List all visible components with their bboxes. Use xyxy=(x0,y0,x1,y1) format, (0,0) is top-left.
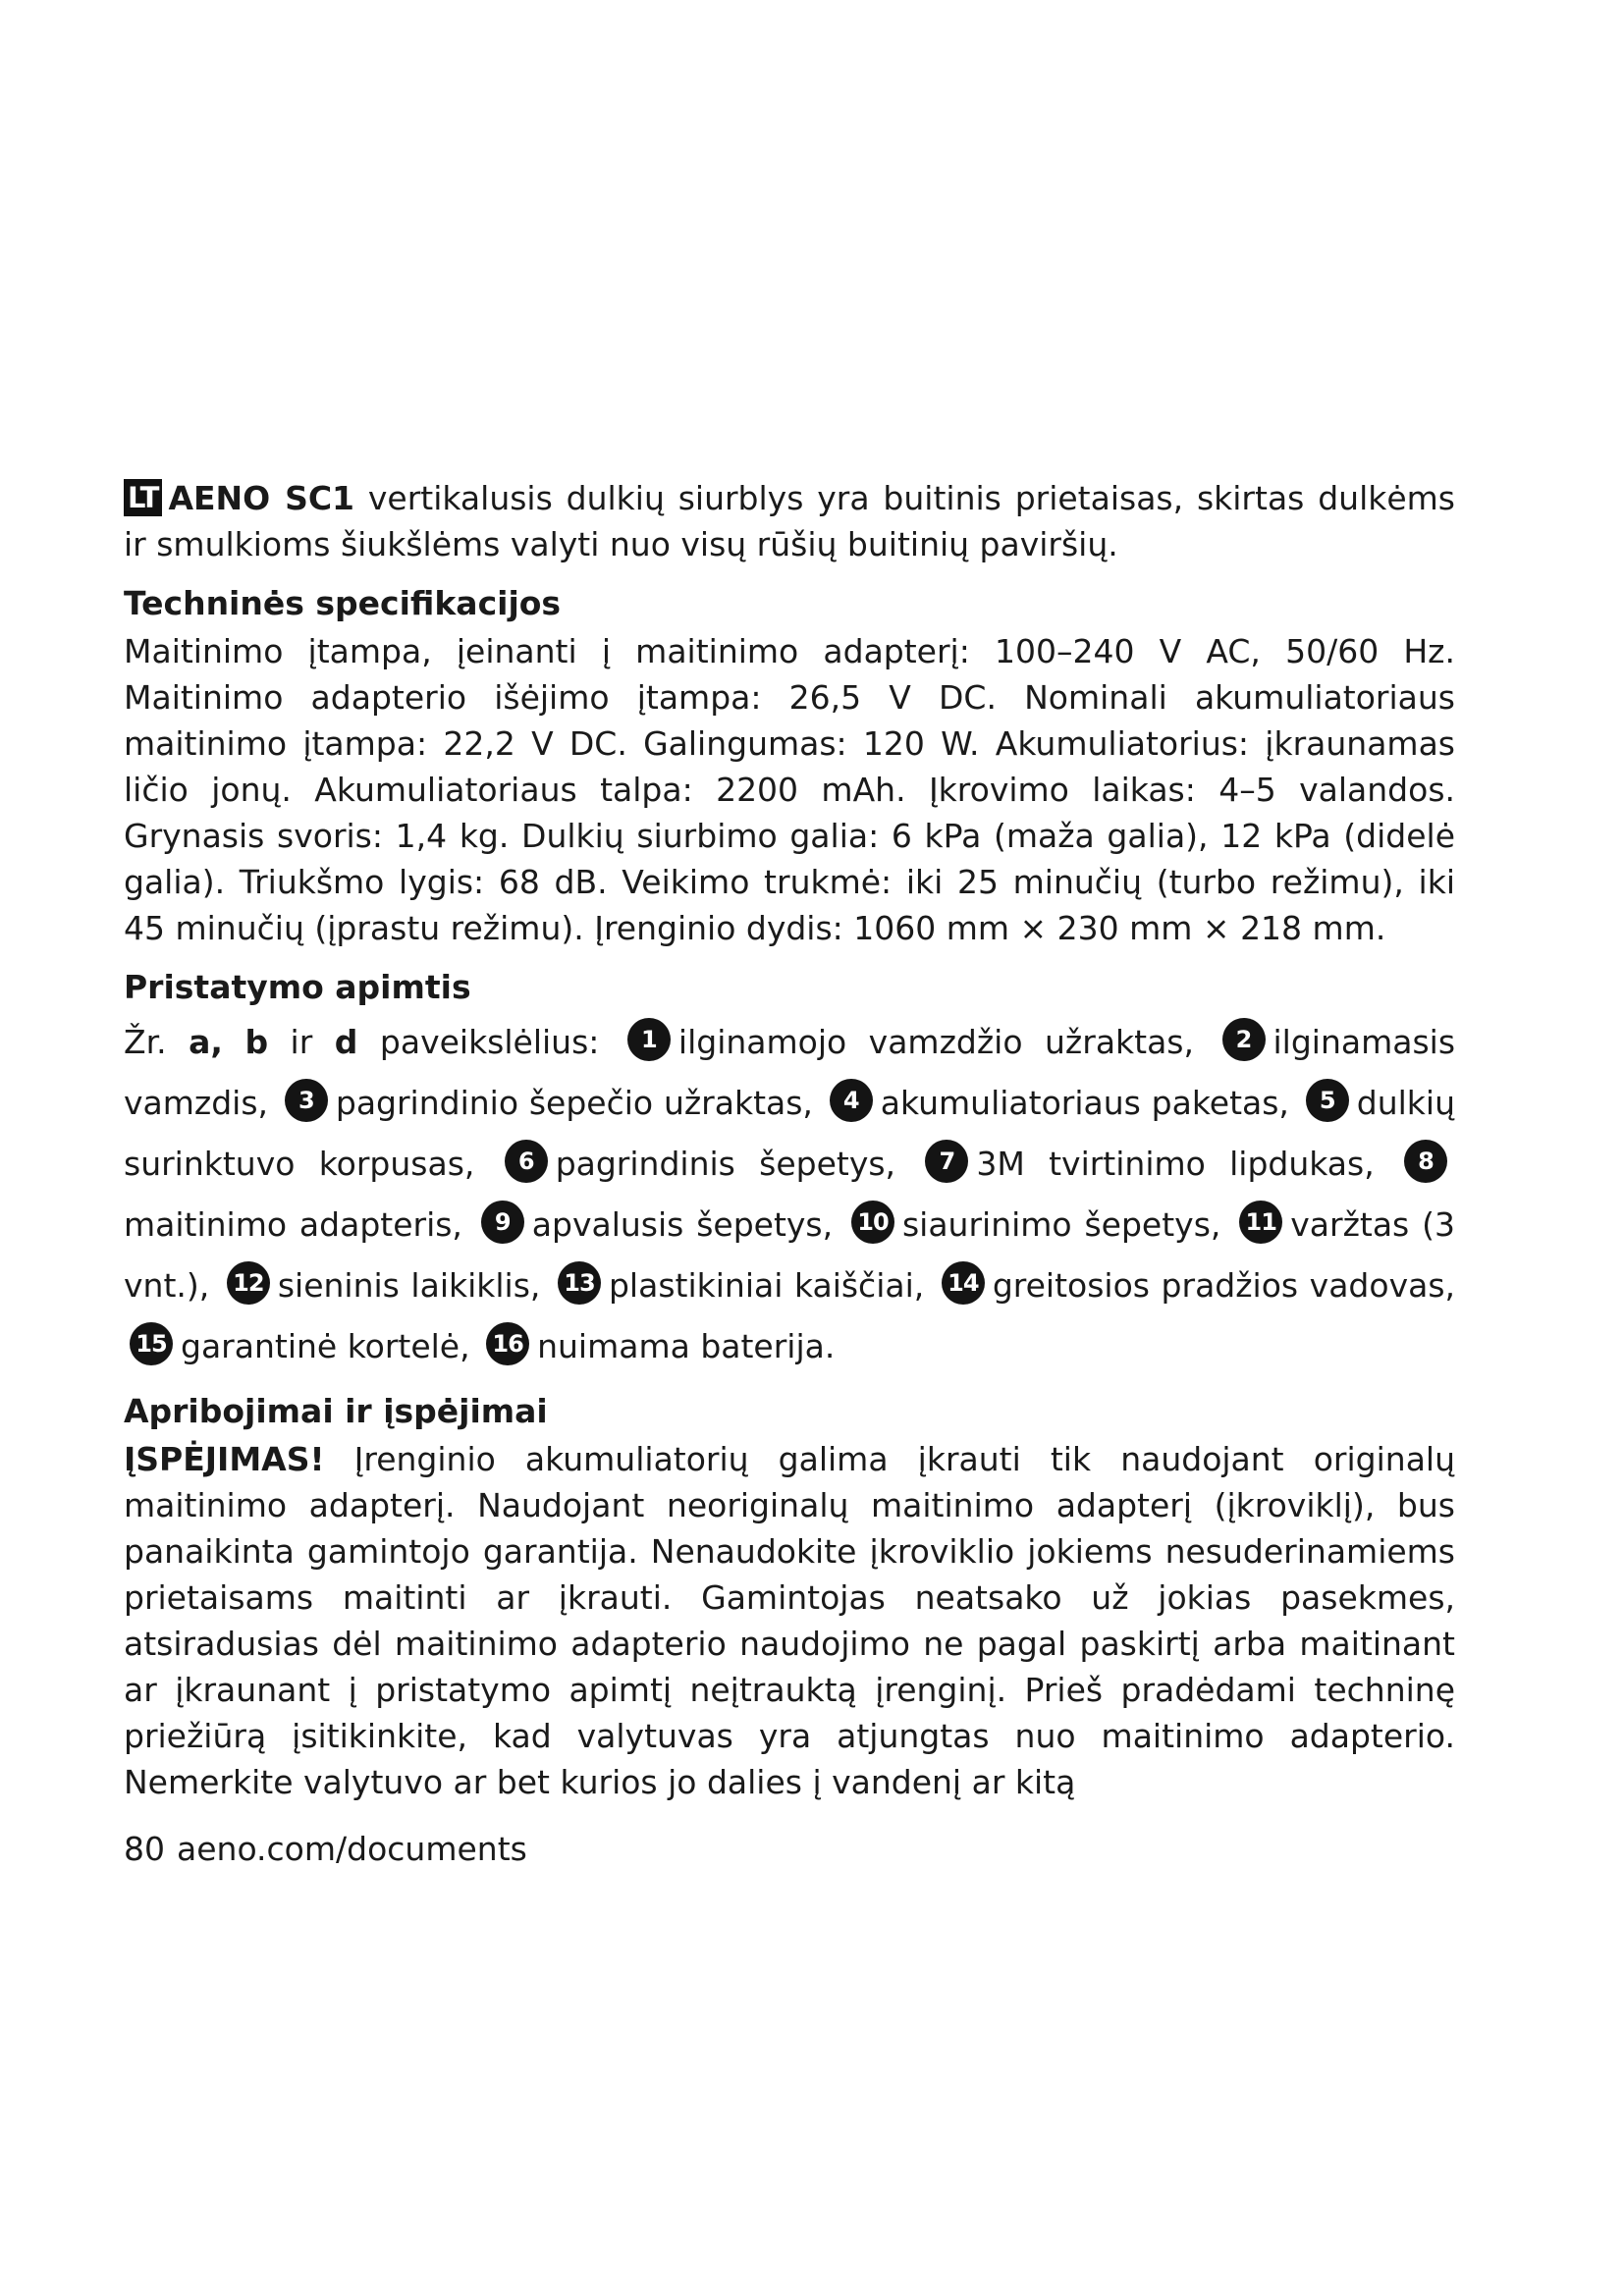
item-label: 3M tvirtinimo lipdukas, xyxy=(976,1145,1375,1183)
warning-body: Įrenginio akumuliatorių galima įkrauti tik naudojant originalų maitinimo adapterį. Naudojant neoriginalų maitinimo adapterį (įkroviklį), bus panaikinta gamintojo garantija. Nenaudokite įkroviklio jokiems nesuderinamiems prietaisams maitinti ar įkrauti. Gamintojas neatsako už jokias pasekmes, atsiradusias dėl maitinimo adapterio naudojimo ne pagal paskirtį arba maitinant ar įkraunant į pristatymo apimtį neįtrauktą įrenginį. Prieš pradėdami techninę priežiūrą įsitikinkite, kad valytuvas yra atjungtas nuo maitinimo adapterio. Nemerkite valytuvo ar bet kurios jo dalies į vandenį ar kitą xyxy=(124,1440,1455,1801)
scope-item xyxy=(499,1145,895,1183)
scope-item xyxy=(936,1266,1455,1305)
footer-url: aeno.com/documents xyxy=(177,1830,527,1868)
scope-heading: Pristatymo apimtis xyxy=(124,968,471,1006)
item-number-badge: 15 xyxy=(130,1322,173,1365)
item-label: pagrindinis šepetys, xyxy=(555,1145,896,1183)
item-number-badge: 16 xyxy=(486,1322,529,1365)
page-footer xyxy=(124,1828,539,1871)
item-label: nuimama baterija. xyxy=(537,1327,836,1365)
item-number-badge: 3 xyxy=(285,1079,328,1122)
item-label: varžtas (3 vnt.), xyxy=(124,1205,1455,1305)
figure-a-ref: a, xyxy=(189,1023,223,1061)
page-content xyxy=(124,475,1455,1817)
item-number-badge: 8 xyxy=(1404,1140,1447,1183)
scope-item xyxy=(845,1205,1220,1244)
specs-text: Maitinimo įtampa, įeinanti į maitinimo adapterį: 100–240 V AC, 50/60 Hz. Maitinimo adapterio išėjimo įtampa: 26,5 V DC. Nominali akumuliatoriaus maitinimo įtampa: 22,2 V DC. Galingumas: 120 W. Akumuliatorius: įkraunamas ličio jonų. Akumuliatoriaus talpa: 2200 mAh. Įkrovimo laikas: 4–5 valandos. Grynasis svoris: 1,4 kg. Dulkių siurbimo galia: 6 kPa (maža galia), 12 kPa (didelė galia). Triukšmo lygis: 68 dB. Veikimo trukmė: iki 25 minučių (turbo režimu), iki 45 minučių (įprastu režimu). Įrenginio dydis: 1060 mm × 230 mm × 218 mm. xyxy=(124,632,1455,947)
figure-d-ref: d xyxy=(334,1023,358,1061)
item-number-badge: 14 xyxy=(942,1261,985,1305)
scope-item xyxy=(279,1084,813,1122)
item-label: pagrindinio šepečio užraktas, xyxy=(335,1084,813,1122)
intro-paragraph xyxy=(124,475,1455,567)
model-name: AENO SC1 xyxy=(168,479,355,517)
scope-lead: Žr. xyxy=(124,1023,189,1061)
intro-text: vertikalusis dulkių siurblys yra buitinis prietaisas, skirtas dulkėms ir smulkioms šiukšlėms valyti nuo visų rūšių buitinių paviršių. xyxy=(124,479,1455,563)
item-label: sieninis laikiklis, xyxy=(277,1266,541,1305)
warnings-text xyxy=(124,1436,1455,1805)
item-number-badge: 10 xyxy=(851,1201,894,1244)
item-number-badge: 12 xyxy=(227,1261,270,1305)
item-label: garantinė kortelė, xyxy=(181,1327,470,1365)
scope-list xyxy=(124,1012,1455,1377)
scope-item xyxy=(552,1266,924,1305)
item-label: ilginamojo vamzdžio užraktas, xyxy=(677,1023,1194,1061)
item-number-badge: 2 xyxy=(1222,1018,1266,1061)
language-badge: LT xyxy=(124,479,162,516)
item-number-badge: 7 xyxy=(925,1140,968,1183)
figure-b-ref: b xyxy=(244,1023,269,1061)
item-number-badge: 11 xyxy=(1239,1201,1282,1244)
warning-label: ĮSPĖJIMAS! xyxy=(124,1440,325,1478)
scope-item xyxy=(824,1084,1289,1122)
scope-item xyxy=(622,1023,1194,1061)
scope-lead-end: paveikslėlius: xyxy=(357,1023,600,1061)
scope-and: ir xyxy=(268,1023,335,1061)
item-number-badge: 9 xyxy=(481,1201,524,1244)
scope-item xyxy=(480,1327,835,1365)
item-number-badge: 4 xyxy=(830,1079,873,1122)
item-number-badge: 6 xyxy=(505,1140,548,1183)
item-label: plastikiniai kaiščiai, xyxy=(608,1266,925,1305)
item-label: apvalusis šepetys, xyxy=(531,1205,834,1244)
specs-heading: Techninės specifikacijos xyxy=(124,584,562,622)
item-label: maitinimo adapteris, xyxy=(124,1205,462,1244)
item-label: dulkių surinktuvo korpusas, xyxy=(124,1084,1455,1183)
item-label: akumuliatoriaus paketas, xyxy=(880,1084,1289,1122)
item-number-badge: 1 xyxy=(627,1018,671,1061)
scope-item xyxy=(919,1145,1374,1183)
page-number: 80 xyxy=(124,1830,165,1868)
item-label: siaurinimo šepetys, xyxy=(901,1205,1221,1244)
warnings-heading: Apribojimai ir įspėjimai xyxy=(124,1392,548,1430)
item-label: greitosios pradžios vadovas, xyxy=(992,1266,1456,1305)
item-number-badge: 13 xyxy=(558,1261,601,1305)
item-label: ilginamasis vamzdis, xyxy=(124,1023,1456,1122)
scope-items xyxy=(124,1023,1455,1365)
scope-item xyxy=(124,1327,470,1365)
item-number-badge: 5 xyxy=(1306,1079,1349,1122)
scope-item xyxy=(475,1205,833,1244)
scope-item xyxy=(221,1266,541,1305)
